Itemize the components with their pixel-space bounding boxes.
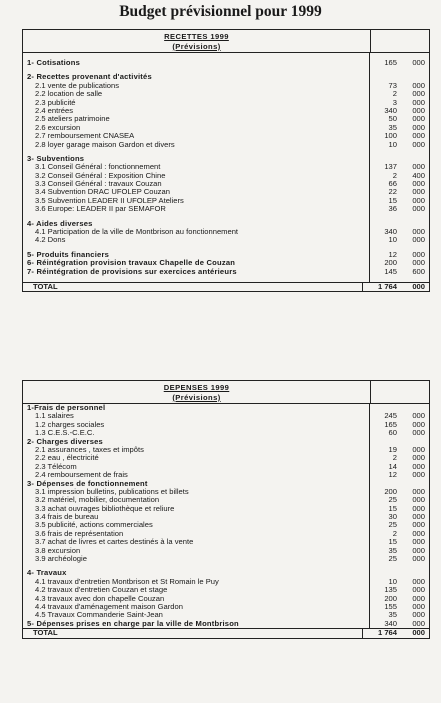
amount-thousands: 200 (384, 593, 397, 603)
amount-thousands: 50 (388, 114, 397, 124)
item-row (23, 90, 429, 98)
amount-thousands: 10 (388, 576, 397, 586)
row-label: 4.2 travaux d'entretien Couzan et stage (23, 586, 370, 594)
amount-units: 000 (412, 97, 425, 107)
amount-units: 000 (412, 131, 425, 141)
total-units: 000 (412, 281, 425, 291)
item-row (23, 205, 429, 213)
row-label: 4.4 travaux d'aménagement maison Gardon (23, 603, 370, 611)
row-label: 3.6 frais de représentation (23, 530, 370, 538)
section-row (23, 480, 429, 488)
row-label: 3.9 archéologie (23, 555, 370, 563)
row-label: 2- Charges diverses (23, 438, 370, 446)
amount-units: 000 (412, 105, 425, 115)
item-row (23, 115, 429, 123)
amount-thousands: 25 (388, 554, 397, 564)
amount-thousands: 15 (388, 195, 397, 205)
item-row (23, 488, 429, 496)
row-label: 2.5 ateliers patrimoine (23, 115, 370, 123)
row-label: 3- Subventions (23, 155, 370, 163)
item-row (23, 513, 429, 521)
section-row (23, 59, 429, 67)
recettes-table (22, 29, 430, 292)
total-units: 000 (412, 628, 425, 638)
amount-thousands: 155 (384, 601, 397, 611)
item-row (23, 412, 429, 420)
item-row (23, 611, 429, 619)
row-label: 3.4 Subvention DRAC UFOLEP Couzan (23, 188, 370, 196)
amount-units: 000 (412, 593, 425, 603)
row-label: 5- Dépenses prises en charge par la ville de Montbrison (23, 620, 370, 628)
row-label: 2.1 vente de publications (23, 82, 370, 90)
amount-units: 000 (412, 195, 425, 205)
section-row (23, 73, 429, 81)
section-row (23, 620, 429, 628)
amount-units: 000 (412, 235, 425, 245)
item-row (23, 547, 429, 555)
recettes-header (23, 30, 429, 53)
item-row (23, 471, 429, 479)
row-label: 4.1 Participation de la ville de Montbrison au fonctionnement (23, 228, 370, 236)
total-thousands: 1 764 (377, 281, 397, 291)
item-row (23, 505, 429, 513)
amount-thousands: 135 (384, 585, 397, 595)
amount-units: 000 (412, 204, 425, 214)
amount-thousands: 137 (384, 162, 397, 172)
amount-thousands: 25 (388, 520, 397, 530)
amount-thousands: 200 (384, 486, 397, 496)
row-label: 4.3 travaux avec don chapelle Couzan (23, 595, 370, 603)
amount-thousands: 2 (392, 453, 397, 463)
row-label: 1-Frais de personnel (23, 404, 370, 412)
amount-thousands: 25 (388, 495, 397, 505)
page-title: Budget prévisionnel pour 1999 (119, 3, 322, 20)
amount-thousands: 2 (392, 528, 397, 538)
item-row (23, 421, 429, 429)
amount-thousands: 30 (388, 512, 397, 522)
item-row (23, 82, 429, 90)
item-row (23, 141, 429, 149)
amount-thousands: 12 (388, 249, 397, 259)
amount-thousands: 245 (384, 411, 397, 421)
amount-thousands: 15 (388, 537, 397, 547)
row-label: 2.4 entrées (23, 107, 370, 115)
item-row (23, 446, 429, 454)
amount-units: 000 (412, 139, 425, 149)
row-label: 3.2 matériel, mobilier, documentation (23, 496, 370, 504)
amount-units: 000 (412, 486, 425, 496)
item-row (23, 132, 429, 140)
item-row (23, 107, 429, 115)
row-label: 2.3 Télécom (23, 463, 370, 471)
row-label: 1.3 C.E.S.-C.E.C. (23, 429, 370, 437)
depenses-subheading: (Prévisions) (172, 392, 221, 402)
row-label: 3.1 Conseil Général : fonctionnement (23, 163, 370, 171)
row-label: 4.5 Travaux Commanderie Saint-Jean (23, 611, 370, 619)
recettes-total-row (23, 282, 429, 291)
amount-thousands: 340 (384, 105, 397, 115)
amount-units: 000 (412, 461, 425, 471)
row-label: 4- Travaux (23, 569, 370, 577)
amount-thousands: 60 (388, 428, 397, 438)
row-label: 1.1 salaires (23, 412, 370, 420)
total-thousands: 1 764 (377, 628, 397, 638)
depenses-table (22, 380, 430, 639)
amount-thousands: 165 (384, 58, 397, 67)
amount-thousands: 14 (388, 461, 397, 471)
row-label: 3.1 impression bulletins, publications et billets (23, 488, 370, 496)
amount-units: 000 (412, 453, 425, 463)
item-row (23, 124, 429, 132)
amount-thousands: 66 (388, 179, 397, 189)
amount-thousands: 15 (388, 503, 397, 513)
item-row (23, 603, 429, 611)
amount-thousands: 19 (388, 444, 397, 454)
item-row (23, 595, 429, 603)
amount-units: 000 (412, 428, 425, 438)
amount-units: 000 (412, 545, 425, 555)
amount-units: 000 (412, 227, 425, 237)
amount-units: 000 (412, 249, 425, 259)
item-row (23, 530, 429, 538)
amount-units: 000 (412, 554, 425, 564)
row-label: 2.3 publicité (23, 99, 370, 107)
amount-units: 000 (412, 80, 425, 90)
item-row (23, 454, 429, 462)
amount-units: 000 (412, 89, 425, 99)
item-row (23, 429, 429, 437)
section-row (23, 251, 429, 259)
item-row (23, 586, 429, 594)
row-label: 3.7 achat de livres et cartes destinés à la vente (23, 538, 370, 546)
amount-units: 000 (412, 601, 425, 611)
amount-thousands: 35 (388, 122, 397, 132)
amount-thousands: 2 (392, 170, 397, 180)
amount-thousands: 10 (388, 139, 397, 149)
amount-thousands: 200 (384, 258, 397, 268)
row-label: 3.5 publicité, actions commerciales (23, 521, 370, 529)
amount-thousands: 36 (388, 204, 397, 214)
item-row (23, 188, 429, 196)
section-row (23, 569, 429, 577)
row-label: 4.1 travaux d'entretien Montbrison et St Romain le Puy (23, 578, 370, 586)
item-row (23, 463, 429, 471)
item-row (23, 236, 429, 244)
amount-units: 000 (412, 512, 425, 522)
amount-thousands: 145 (384, 266, 397, 276)
row-label: 2.8 loyer garage maison Gardon et divers (23, 141, 370, 149)
item-row (23, 496, 429, 504)
amount-units: 000 (412, 585, 425, 595)
amount-units: 000 (412, 610, 425, 620)
depenses-header (23, 381, 429, 404)
amount-units: 000 (412, 528, 425, 538)
total-label: TOTAL (23, 629, 363, 637)
amount-units: 000 (412, 503, 425, 513)
row-label: 2.2 location de salle (23, 90, 370, 98)
amount-thousands: 12 (388, 470, 397, 480)
amount-thousands: 35 (388, 610, 397, 620)
item-row (23, 538, 429, 546)
section-row (23, 155, 429, 163)
row-label: 2- Recettes provenant d'activités (23, 73, 370, 81)
depenses-body (23, 404, 429, 628)
row-label: 2.1 assurances , taxes et impôts (23, 446, 370, 454)
row-label: 3.4 frais de bureau (23, 513, 370, 521)
row-label: 3- Dépenses de fonctionnement (23, 480, 370, 488)
total-label: TOTAL (23, 283, 363, 291)
amount-thousands: 165 (384, 419, 397, 429)
row-label: 2.4 remboursement de frais (23, 471, 370, 479)
amount-thousands: 2 (392, 89, 397, 99)
amount-thousands: 73 (388, 80, 397, 90)
item-row (23, 521, 429, 529)
recettes-subheading: (Prévisions) (172, 41, 221, 51)
row-label: 3.2 Conseil Général : Exposition Chine (23, 172, 370, 180)
section-row (23, 404, 429, 412)
row-label: 2.6 excursion (23, 124, 370, 132)
row-label: 5- Produits financiers (23, 251, 370, 259)
section-row (23, 259, 429, 267)
amount-units: 000 (412, 444, 425, 454)
row-label: 2.7 remboursement CNASEA (23, 132, 370, 140)
amount-units: 600 (412, 266, 425, 276)
amount-units: 000 (412, 495, 425, 505)
row-label: 4.2 Dons (23, 236, 370, 244)
row-label: 7- Réintégration de provisions sur exercices antérieurs (23, 268, 370, 276)
amount-thousands: 22 (388, 187, 397, 197)
recettes-heading: RECETTES 1999 (164, 32, 229, 41)
row-label: 1.2 charges sociales (23, 421, 370, 429)
amount-units: 000 (412, 258, 425, 268)
item-row (23, 99, 429, 107)
row-label: 3.5 Subvention LEADER II UFOLEP Ateliers (23, 197, 370, 205)
row-label: 2.2 eau , électricité (23, 454, 370, 462)
item-row (23, 228, 429, 236)
item-row (23, 163, 429, 171)
item-row (23, 180, 429, 188)
item-row (23, 578, 429, 586)
amount-units: 000 (412, 179, 425, 189)
row-label: 3.3 achat ouvrages bibliothèque et reliure (23, 505, 370, 513)
amount-units: 000 (412, 419, 425, 429)
row-label: 3.3 Conseil Général : travaux Couzan (23, 180, 370, 188)
amount-units: 000 (412, 122, 425, 132)
amount-thousands: 10 (388, 235, 397, 245)
amount-units: 000 (412, 618, 425, 628)
spacer-row (23, 276, 429, 282)
amount-units: 000 (412, 187, 425, 197)
amount-units: 000 (412, 470, 425, 480)
item-row (23, 555, 429, 563)
section-row (23, 220, 429, 228)
row-label: 3.6 Europe: LEADER II par SEMAFOR (23, 205, 370, 213)
amount-units: 000 (412, 162, 425, 172)
row-label: 6- Réintégration provision travaux Chapelle de Couzan (23, 259, 370, 267)
amount-thousands: 3 (392, 97, 397, 107)
section-row (23, 438, 429, 446)
amount-thousands: 340 (384, 227, 397, 237)
amount-units: 000 (412, 411, 425, 421)
item-row (23, 172, 429, 180)
item-row (23, 197, 429, 205)
row-label: 4- Aides diverses (23, 220, 370, 228)
amount-units: 400 (412, 170, 425, 180)
amount-thousands: 35 (388, 545, 397, 555)
amount-units: 000 (412, 114, 425, 124)
depenses-heading: DEPENSES 1999 (163, 383, 230, 392)
amount-units: 000 (412, 537, 425, 547)
amount-units: 000 (412, 58, 425, 67)
depenses-total-row (23, 628, 429, 637)
section-row (23, 268, 429, 276)
row-label: 1- Cotisations (23, 59, 370, 67)
recettes-body (23, 53, 429, 282)
row-label: 3.8 excursion (23, 547, 370, 555)
amount-units: 000 (412, 520, 425, 530)
amount-units: 000 (412, 576, 425, 586)
amount-thousands: 340 (384, 618, 397, 628)
amount-thousands: 100 (384, 131, 397, 141)
